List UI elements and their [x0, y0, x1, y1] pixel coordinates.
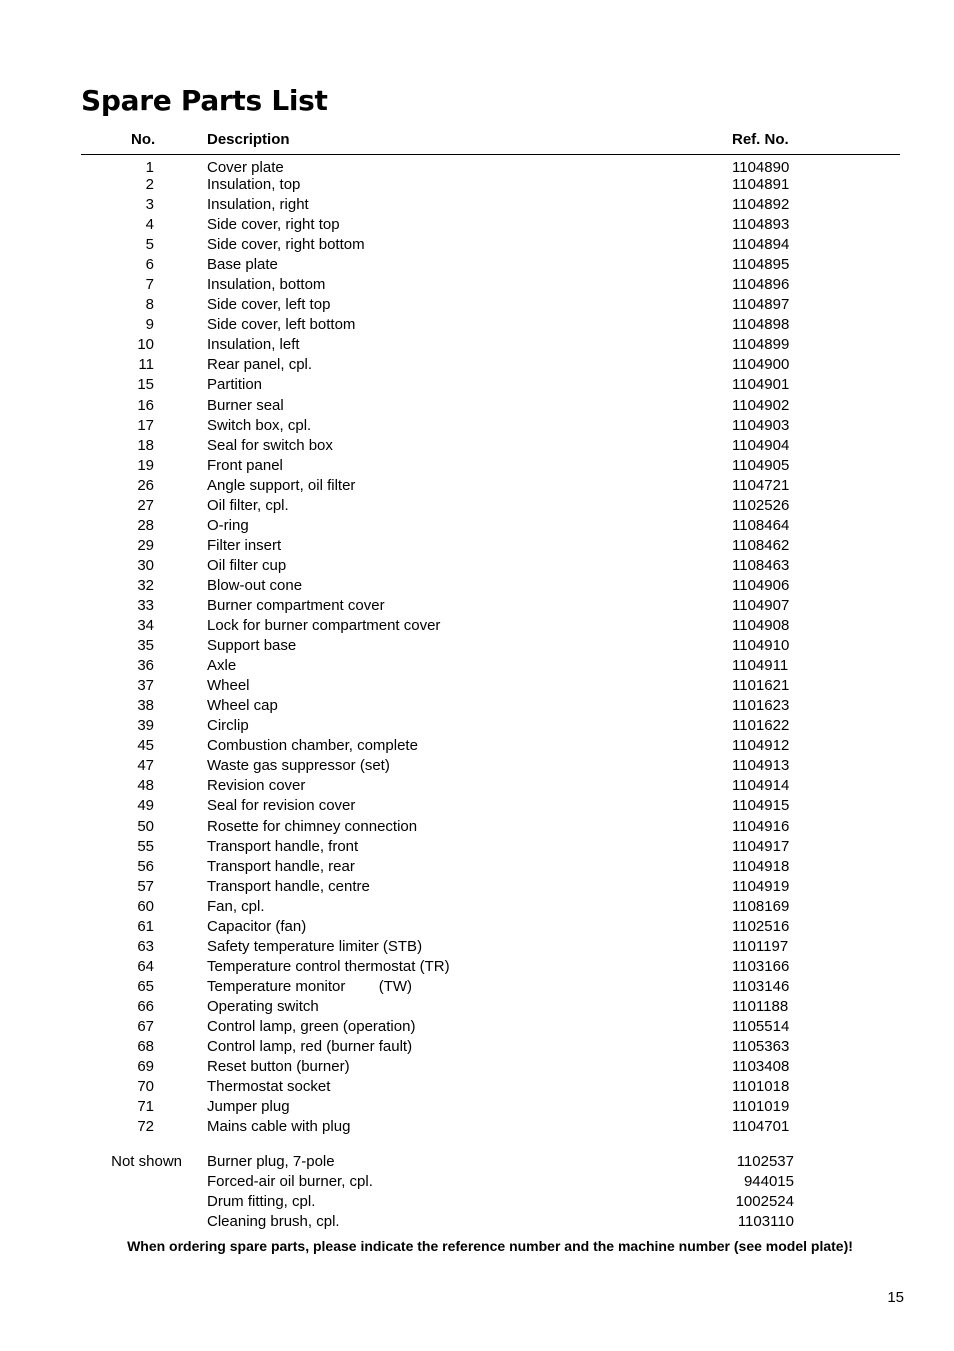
part-ref-number: 1104893 — [732, 216, 790, 234]
table-row — [0, 938, 954, 958]
part-number: 69 — [137, 1058, 154, 1076]
table-row — [0, 697, 954, 717]
table-row — [0, 159, 954, 176]
part-ref-number: 1103408 — [732, 1058, 790, 1076]
part-number: 6 — [145, 256, 154, 274]
part-number: 60 — [137, 897, 154, 915]
parts-table — [0, 159, 954, 1233]
table-row — [0, 1118, 954, 1138]
part-number: 11 — [138, 356, 154, 374]
part-number: 15 — [137, 376, 154, 394]
table-row — [0, 517, 954, 537]
part-number: 65 — [137, 977, 154, 995]
part-description: Waste gas suppressor (set) — [207, 757, 390, 775]
part-number: 68 — [137, 1038, 154, 1056]
table-row — [0, 838, 954, 858]
table-row — [0, 1153, 954, 1173]
part-description: Partition — [207, 376, 263, 394]
part-number: 1 — [145, 159, 154, 176]
table-row — [0, 597, 954, 617]
part-ref-number: 1103166 — [732, 957, 790, 975]
part-description: Mains cable with plug — [207, 1118, 351, 1136]
part-ref-number: 1104701 — [732, 1118, 790, 1136]
part-ref-number: 1102516 — [732, 917, 790, 935]
part-description: Forced-air oil burner, cpl. — [207, 1173, 373, 1191]
part-number: 9 — [145, 316, 154, 334]
part-ref-number: 1101188 — [732, 997, 789, 1015]
page-title: Spare Parts List — [81, 84, 328, 117]
part-number: 32 — [137, 576, 154, 594]
part-description: Insulation, left — [207, 336, 300, 354]
part-ref-number: 1002524 — [735, 1193, 794, 1211]
table-row — [0, 356, 954, 376]
part-number: 67 — [137, 1017, 154, 1035]
part-number: 36 — [137, 657, 154, 675]
part-description: Operating switch — [207, 997, 319, 1015]
table-row — [0, 898, 954, 918]
part-description: Filter insert — [207, 536, 282, 554]
part-number: 57 — [137, 877, 154, 895]
part-description: Insulation, bottom — [207, 276, 326, 294]
table-row — [0, 316, 954, 336]
table-row — [0, 797, 954, 817]
part-ref-number: 1104903 — [732, 416, 790, 434]
part-number: 18 — [137, 436, 154, 454]
table-row — [0, 818, 954, 838]
part-description: Thermostat socket — [207, 1078, 331, 1096]
part-ref-number: 1104898 — [732, 316, 790, 334]
table-row — [0, 176, 954, 196]
part-ref-number: 1104901 — [732, 376, 790, 394]
table-row — [0, 998, 954, 1018]
part-ref-number: 1104892 — [732, 196, 790, 214]
part-number: 56 — [137, 857, 154, 875]
table-row — [0, 958, 954, 978]
part-ref-number: 1104897 — [732, 296, 790, 314]
part-ref-number: 1104891 — [732, 176, 790, 193]
part-ref-number: 1101622 — [732, 717, 790, 735]
part-number: 28 — [137, 516, 154, 534]
part-ref-number: 1104900 — [732, 356, 790, 374]
table-row — [0, 1193, 954, 1213]
part-number: 2 — [145, 176, 154, 193]
part-number: 72 — [137, 1118, 154, 1136]
part-number: 70 — [137, 1078, 154, 1096]
table-row — [0, 777, 954, 797]
part-description: Side cover, left bottom — [207, 316, 356, 334]
part-number: 33 — [137, 596, 154, 614]
part-number: 48 — [137, 777, 154, 795]
part-description: Rosette for chimney connection — [207, 817, 418, 835]
part-description: Wheel — [207, 677, 250, 695]
part-description: Burner compartment cover — [207, 596, 385, 614]
part-description: Capacitor (fan) — [207, 917, 307, 935]
part-description: Drum fitting, cpl. — [207, 1193, 316, 1211]
part-ref-number: 1104912 — [732, 737, 790, 755]
part-description: Seal for switch box — [207, 436, 333, 454]
part-number: 19 — [137, 456, 154, 474]
part-number: 49 — [137, 797, 154, 815]
part-description: Side cover, left top — [207, 296, 331, 314]
part-description: Transport handle, rear — [207, 857, 355, 875]
part-description: Fan, cpl. — [207, 897, 265, 915]
part-description: Front panel — [207, 456, 283, 474]
table-row — [0, 1098, 954, 1118]
part-description: Burner seal — [207, 396, 284, 414]
part-ref-number: 1104916 — [732, 817, 790, 835]
part-description: Base plate — [207, 256, 278, 274]
table-row — [0, 1018, 954, 1038]
part-ref-number: 1104899 — [732, 336, 790, 354]
table-row — [0, 617, 954, 637]
table-row — [0, 677, 954, 697]
part-ref-number: 1104911 — [732, 657, 789, 675]
part-ref-number: 1104908 — [732, 617, 790, 635]
part-number: 8 — [145, 296, 154, 314]
table-row — [0, 757, 954, 777]
table-row — [0, 577, 954, 597]
table-row — [0, 878, 954, 898]
part-ref-number: 1104894 — [732, 236, 790, 254]
table-row — [0, 497, 954, 517]
part-ref-number: 1104896 — [732, 276, 790, 294]
part-ref-number: 1104907 — [732, 596, 790, 614]
table-row — [0, 537, 954, 557]
part-number: 50 — [137, 817, 154, 835]
table-row — [0, 1173, 954, 1193]
table-row — [0, 296, 954, 316]
table-row — [0, 236, 954, 256]
part-number: 16 — [137, 396, 154, 414]
part-number: 45 — [137, 737, 154, 755]
part-description: O-ring — [207, 516, 249, 534]
table-row — [0, 1213, 954, 1233]
part-number: 55 — [137, 837, 154, 855]
part-description: Side cover, right top — [207, 216, 340, 234]
part-number: 38 — [137, 697, 154, 715]
table-row — [0, 457, 954, 477]
part-ref-number: 1101623 — [732, 697, 790, 715]
part-number: 10 — [137, 336, 154, 354]
part-number: 66 — [137, 997, 154, 1015]
part-description: Burner plug, 7-pole — [207, 1153, 335, 1171]
part-number: 3 — [145, 196, 154, 214]
part-number: Not shown — [111, 1153, 182, 1171]
part-description: Cleaning brush, cpl. — [207, 1213, 340, 1231]
part-ref-number: 1108463 — [732, 556, 790, 574]
part-number: 63 — [137, 937, 154, 955]
part-description: Axle — [207, 657, 237, 675]
part-description: Temperature monitor (TW) — [207, 977, 413, 995]
table-row — [0, 417, 954, 437]
part-description: Support base — [207, 637, 297, 655]
part-description: Temperature control thermostat (TR) — [207, 957, 450, 975]
part-ref-number: 1104917 — [732, 837, 790, 855]
part-description: Transport handle, front — [207, 837, 359, 855]
ordering-note: When ordering spare parts, please indicate the reference number and the machine number (see model plate)! — [127, 1238, 853, 1254]
table-row — [0, 1038, 954, 1058]
part-description: Cover plate — [207, 159, 284, 176]
part-description: Lock for burner compartment cover — [207, 617, 441, 635]
table-row — [0, 437, 954, 457]
part-number: 17 — [137, 416, 154, 434]
part-description: Insulation, top — [207, 176, 301, 193]
part-description: Oil filter cup — [207, 556, 287, 574]
table-row — [0, 858, 954, 878]
part-description: Blow-out cone — [207, 576, 303, 594]
part-ref-number: 1104913 — [732, 757, 790, 775]
table-row — [0, 1058, 954, 1078]
part-description: Revision cover — [207, 777, 306, 795]
part-ref-number: 1101621 — [732, 677, 790, 695]
part-description: Safety temperature limiter (STB) — [207, 937, 423, 955]
table-row — [0, 637, 954, 657]
table-row — [0, 376, 954, 396]
part-ref-number: 1103146 — [732, 977, 790, 995]
part-number: 39 — [137, 717, 154, 735]
part-ref-number: 1108462 — [732, 536, 790, 554]
part-ref-number: 1104721 — [732, 476, 790, 494]
part-description: Rear panel, cpl. — [207, 356, 313, 374]
table-row — [0, 336, 954, 356]
part-ref-number: 1102526 — [732, 496, 790, 514]
part-description: Transport handle, centre — [207, 877, 370, 895]
part-ref-number: 1104918 — [732, 857, 790, 875]
part-description: Switch box, cpl. — [207, 416, 312, 434]
table-row — [0, 918, 954, 938]
part-ref-number: 1101197 — [732, 937, 789, 955]
part-description: Seal for revision cover — [207, 797, 356, 815]
part-number: 64 — [137, 957, 154, 975]
part-ref-number: 1105363 — [732, 1038, 790, 1056]
part-description: Control lamp, green (operation) — [207, 1017, 416, 1035]
part-number: 47 — [137, 757, 154, 775]
table-row — [0, 657, 954, 677]
part-ref-number: 1104910 — [732, 637, 790, 655]
part-ref-number: 1104895 — [732, 256, 790, 274]
table-row — [0, 196, 954, 216]
part-description: Angle support, oil filter — [207, 476, 356, 494]
section-spacer — [0, 1138, 954, 1153]
part-number: 26 — [137, 476, 154, 494]
part-number: 4 — [145, 216, 154, 234]
table-row — [0, 717, 954, 737]
table-row — [0, 276, 954, 296]
part-ref-number: 1101018 — [732, 1078, 790, 1096]
part-description: Circlip — [207, 717, 249, 735]
part-ref-number: 1104905 — [732, 456, 790, 474]
table-row — [0, 256, 954, 276]
part-ref-number: 1102537 — [736, 1153, 794, 1171]
part-number: 61 — [137, 917, 154, 935]
part-ref-number: 1101019 — [732, 1098, 790, 1116]
part-ref-number: 1104904 — [732, 436, 790, 454]
part-ref-number: 1104914 — [732, 777, 790, 795]
table-row — [0, 397, 954, 417]
table-row — [0, 477, 954, 497]
part-ref-number: 1104915 — [732, 797, 790, 815]
part-ref-number: 1104906 — [732, 576, 790, 594]
part-ref-number: 1108169 — [732, 897, 790, 915]
page-number: 15 — [887, 1289, 904, 1306]
header-divider — [81, 154, 900, 155]
column-header-no: No. — [131, 131, 156, 148]
part-ref-number: 1104919 — [732, 877, 790, 895]
table-row — [0, 557, 954, 577]
table-row — [0, 1078, 954, 1098]
part-number: 27 — [137, 496, 154, 514]
part-number: 7 — [145, 276, 154, 294]
part-ref-number: 1105514 — [732, 1017, 790, 1035]
part-number: 34 — [137, 617, 154, 635]
part-number: 37 — [137, 677, 154, 695]
part-description: Control lamp, red (burner fault) — [207, 1038, 413, 1056]
table-row — [0, 216, 954, 236]
table-row — [0, 737, 954, 757]
part-description: Insulation, right — [207, 196, 309, 214]
column-header-description: Description — [207, 131, 290, 148]
column-header-ref: Ref. No. — [732, 131, 789, 148]
part-ref-number: 1103110 — [737, 1213, 794, 1231]
part-number: 29 — [137, 536, 154, 554]
part-ref-number: 944015 — [743, 1173, 794, 1191]
part-description: Wheel cap — [207, 697, 278, 715]
part-ref-number: 1104890 — [732, 159, 790, 176]
part-description: Combustion chamber, complete — [207, 737, 418, 755]
part-description: Jumper plug — [207, 1098, 290, 1116]
part-description: Reset button (burner) — [207, 1058, 350, 1076]
part-number: 5 — [145, 236, 154, 254]
part-description: Oil filter, cpl. — [207, 496, 289, 514]
part-number: 30 — [137, 556, 154, 574]
part-number: 71 — [137, 1098, 154, 1116]
part-ref-number: 1104902 — [732, 396, 790, 414]
part-number: 35 — [137, 637, 154, 655]
table-row — [0, 978, 954, 998]
part-description: Side cover, right bottom — [207, 236, 365, 254]
part-ref-number: 1108464 — [732, 516, 790, 534]
